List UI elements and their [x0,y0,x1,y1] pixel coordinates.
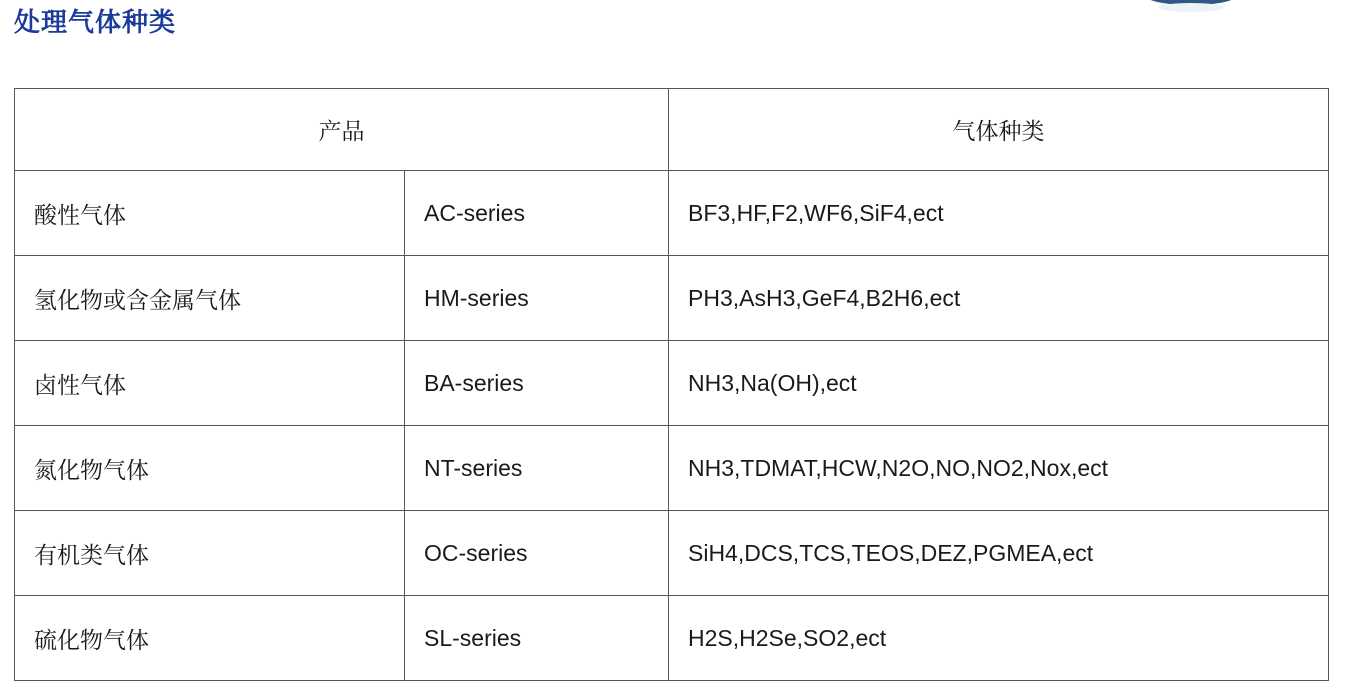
page-title: 处理气体种类 [14,7,177,37]
table-body [15,171,1329,681]
series-cell: BA-series [405,341,669,426]
gases-cell: NH3,TDMAT,HCW,N2O,NO,NO2,Nox,ect [669,426,1329,511]
series-cell: OC-series [405,511,669,596]
series-cell: AC-series [405,171,669,256]
gases-cell: BF3,HF,F2,WF6,SiF4,ect [669,171,1329,256]
gases-cell: NH3,Na(OH),ect [669,341,1329,426]
table-row [15,256,1329,341]
table-row [15,511,1329,596]
table-row [15,341,1329,426]
column-header-gas-type: 气体种类 [669,89,1329,171]
table-row [15,426,1329,511]
table-header [15,89,1329,171]
column-header-product: 产品 [15,89,669,171]
table-header-row [15,89,1329,171]
table-row [15,171,1329,256]
gas-category-cell: 卤性气体 [15,341,405,426]
series-cell: NT-series [405,426,669,511]
company-logo-shadow [1158,3,1224,12]
gas-category-cell: 硫化物气体 [15,596,405,681]
gases-cell: SiH4,DCS,TCS,TEOS,DEZ,PGMEA,ect [669,511,1329,596]
gas-category-cell: 酸性气体 [15,171,405,256]
series-cell: SL-series [405,596,669,681]
gas-category-cell: 氮化物气体 [15,426,405,511]
series-cell: HM-series [405,256,669,341]
gas-types-table [14,88,1329,681]
gases-cell: PH3,AsH3,GeF4,B2H6,ect [669,256,1329,341]
gas-category-cell: 有机类气体 [15,511,405,596]
table-row [15,596,1329,681]
gases-cell: H2S,H2Se,SO2,ect [669,596,1329,681]
gas-category-cell: 氢化物或含金属气体 [15,256,405,341]
